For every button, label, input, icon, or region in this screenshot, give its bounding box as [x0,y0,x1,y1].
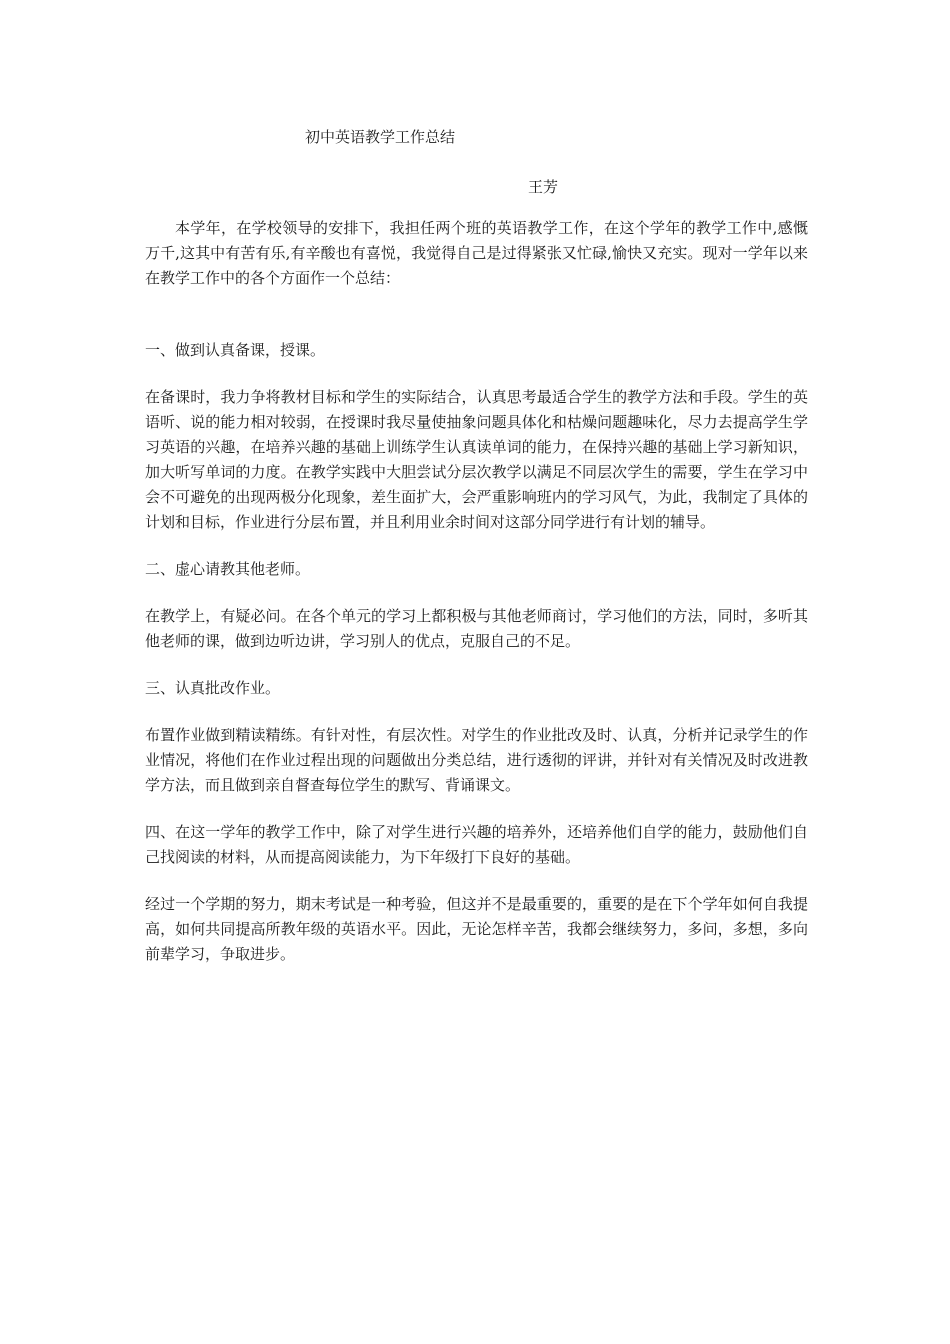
section-heading-2: 二、虚心请教其他老师。 [145,560,311,578]
document-body [145,216,808,989]
section-heading-1: 一、做到认真备课，授课。 [145,341,326,359]
section-heading-3: 三、认真批改作业。 [145,679,281,697]
section-paragraph-3: 布置作业做到精读精练。有针对性，有层次性。对学生的作业批改及时、认真，分析并记录学生的作业情况，将他们在作业过程出现的问题做出分类总结，进行透彻的评讲，并针对有关情况及时改进教学方法，而且做到亲自督查每位学生的默写、背诵课文。 [145,726,808,794]
section-paragraph-2: 在教学上，有疑必问。在各个单元的学习上都积极与其他老师商讨，学习他们的方法，同时，多听其他老师的课，做到边听边讲，学习别人的优点，克服自己的不足。 [145,607,808,650]
document-author: 王芳 [528,178,559,196]
document-title: 初中英语教学工作总结 [305,128,456,146]
section-paragraph-4: 四、在这一学年的教学工作中，除了对学生进行兴趣的培养外，还培养他们自学的能力，鼓励他们自己找阅读的材料，从而提高阅读能力，为下年级打下良好的基础。 [145,823,808,866]
section-paragraph-1: 在备课时，我力争将教材目标和学生的实际结合，认真思考最适合学生的教学方法和手段。学生的英语听、说的能力相对较弱，在授课时我尽量使抽象问题具体化和枯燥问题趣味化，尽力去提高学生学习英语的兴趣，在培养兴趣的基础上训练学生认真读单词的能力，在保持兴趣的基础上学习新知识，加大听写单词的力度。在教学实践中大胆尝试分层次教学以满足不同层次学生的需要，学生在学习中会不可避免的出现两极分化现象，差生面扩大，会严重影响班内的学习风气，为此，我制定了具体的计划和目标，作业进行分层布置，并且利用业余时间对这部分同学进行有计划的辅导。 [145,388,808,531]
closing-paragraph: 经过一个学期的努力，期末考试是一种考验，但这并不是最重要的，重要的是在下个学年如何自我提高，如何共同提高所教年级的英语水平。因此，无论怎样辛苦，我都会继续努力，多问，多想，多向前辈学习，争取进步。 [145,895,808,963]
intro-paragraph: 本学年，在学校领导的安排下，我担任两个班的英语教学工作，在这个学年的教学工作中,感慨万千,这其中有苦有乐,有辛酸也有喜悦，我觉得自己是过得紧张又忙碌,愉快又充实。现对一学年以来在教学工作中的各个方面作一个总结： [145,219,808,287]
